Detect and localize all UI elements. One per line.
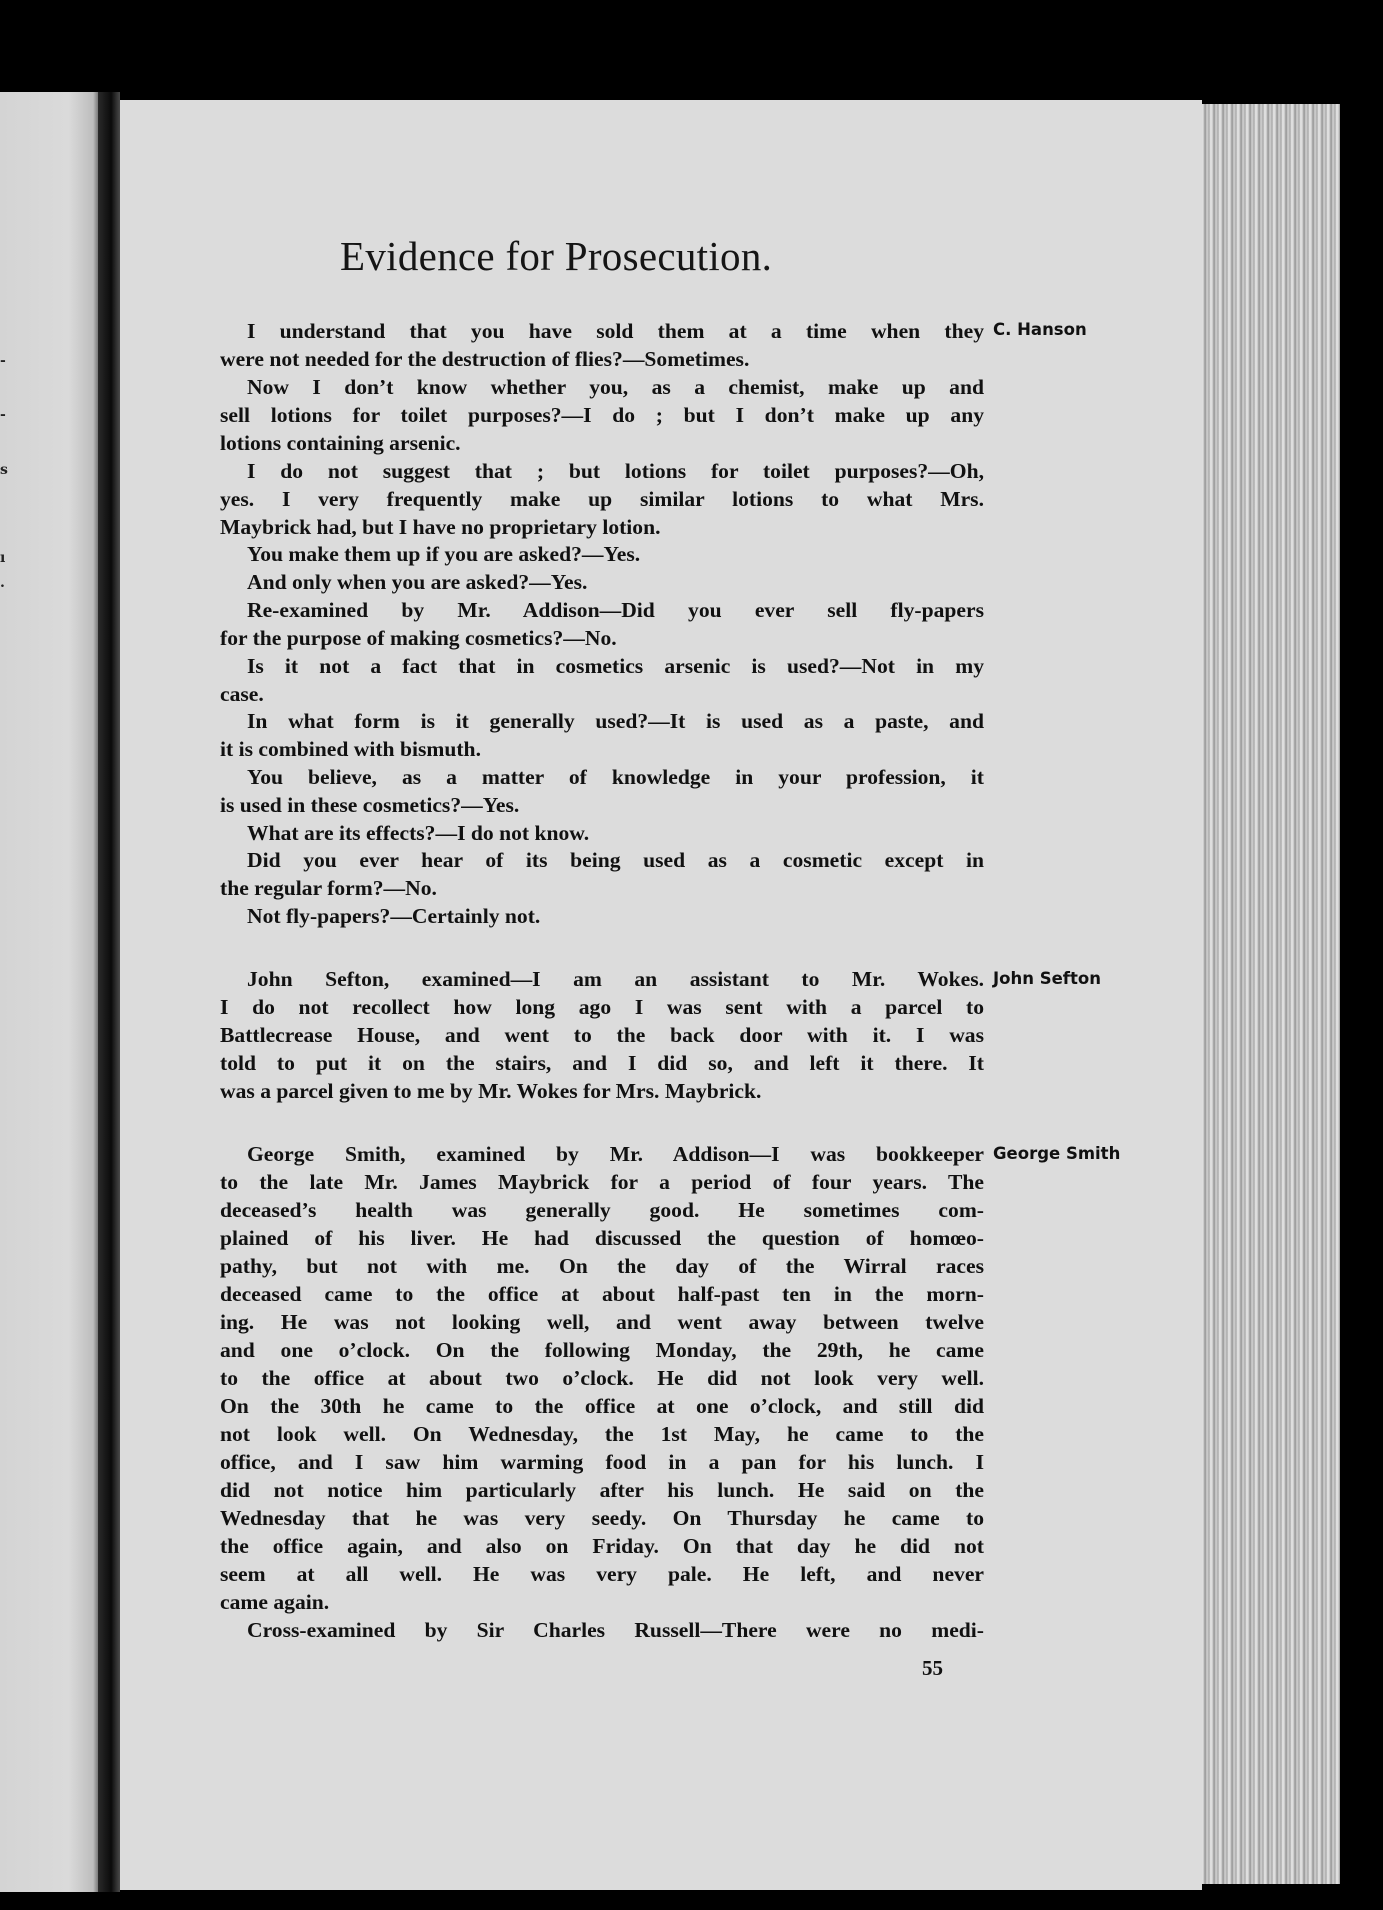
- text-line: came again.: [220, 1590, 330, 1614]
- text-line: lotions containing arsenic.: [220, 431, 461, 455]
- text-line: Now I don’t know whether you, as a chemist, make up and: [247, 375, 984, 399]
- text-line: Re-examined by Mr. Addison—Did you ever sell fly-papers: [247, 598, 984, 622]
- left-mark: .: [0, 575, 5, 591]
- margin-note-sefton: John Sefton: [993, 969, 1101, 988]
- text-line: You believe, as a matter of knowledge in your profession, it: [247, 765, 984, 789]
- text-line: was a parcel given to me by Mr. Wokes for Mrs. Maybrick.: [220, 1079, 762, 1103]
- text-line: the regular form?—No.: [220, 876, 437, 900]
- text-line: told to put it on the stairs, and I did so, and left it there. It: [220, 1051, 984, 1075]
- text-line: pathy, but not with me. On the day of the Wirral races: [220, 1254, 984, 1278]
- text-line: Not fly-papers?—Certainly not.: [247, 904, 541, 928]
- text-line: is used in these cosmetics?—Yes.: [220, 793, 520, 817]
- text-line: and one o’clock. On the following Monday, the 29th, he came: [220, 1338, 984, 1362]
- left-mark: -: [0, 353, 6, 369]
- text-line: the office again, and also on Friday. On that day he did not: [220, 1534, 984, 1558]
- text-line: Wednesday that he was very seedy. On Thursday he came to: [220, 1506, 984, 1530]
- text-line: Cross-examined by Sir Charles Russell—There were no medi-: [247, 1618, 984, 1642]
- text-line: were not needed for the destruction of flies?—Sometimes.: [220, 347, 750, 371]
- text-line: case.: [220, 682, 264, 706]
- text-line: John Sefton, examined—I am an assistant to Mr. Wokes.: [247, 967, 984, 991]
- text-line: I understand that you have sold them at a time when they: [247, 319, 984, 343]
- text-line: Is it not a fact that in cosmetics arsenic is used?—Not in my: [247, 654, 984, 678]
- margin-note-hanson: C. Hanson: [993, 320, 1087, 339]
- text-line: Maybrick had, but I have no proprietary lotion.: [220, 515, 661, 539]
- text-line: ing. He was not looking well, and went away between twelve: [220, 1310, 984, 1334]
- text-line: Did you ever hear of its being used as a cosmetic except in: [247, 848, 984, 872]
- page-number: 55: [922, 1656, 943, 1680]
- book-spine: [98, 92, 120, 1892]
- text-line: deceased came to the office at about half-past ten in the morn-: [220, 1282, 984, 1306]
- text-line: I do not recollect how long ago I was sent with a parcel to: [220, 995, 984, 1019]
- text-line: Battlecrease House, and went to the back door with it. I was: [220, 1023, 984, 1047]
- text-line: to the office at about two o’clock. He did not look very well.: [220, 1366, 984, 1390]
- text-line: plained of his liver. He had discussed the question of homœo-: [220, 1226, 984, 1250]
- text-line: What are its effects?—I do not know.: [247, 821, 590, 845]
- text-line: On the 30th he came to the office at one o’clock, and still did: [220, 1394, 984, 1418]
- text-line: seem at all well. He was very pale. He left, and never: [220, 1562, 984, 1586]
- text-line: for the purpose of making cosmetics?—No.: [220, 626, 617, 650]
- text-line: George Smith, examined by Mr. Addison—I was bookkeeper: [247, 1142, 984, 1166]
- text-line: did not notice him particularly after his lunch. He said on the: [220, 1478, 984, 1502]
- text-line: to the late Mr. James Maybrick for a period of four years. The: [220, 1170, 984, 1194]
- text-line: it is combined with bismuth.: [220, 737, 481, 761]
- text-line: yes. I very frequently make up similar lotions to what Mrs.: [220, 487, 984, 511]
- text-line: deceased’s health was generally good. He sometimes com-: [220, 1198, 984, 1222]
- left-mark: s: [0, 462, 8, 478]
- page-heading: Evidence for Prosecution.: [340, 233, 773, 279]
- left-mark: ı: [0, 550, 6, 566]
- left-mark: -: [0, 407, 6, 423]
- text-line: You make them up if you are asked?—Yes.: [247, 542, 641, 566]
- text-line: office, and I saw him warming food in a pan for his lunch. I: [220, 1450, 984, 1474]
- text-line: I do not suggest that ; but lotions for toilet purposes?—Oh,: [247, 459, 984, 483]
- left-page-margin: [0, 92, 98, 1892]
- text-line: In what form is it generally used?—It is used as a paste, and: [247, 709, 984, 733]
- text-line: not look well. On Wednesday, the 1st May, he came to the: [220, 1422, 984, 1446]
- text-line: sell lotions for toilet purposes?—I do ; but I don’t make up any: [220, 403, 984, 427]
- text-line: And only when you are asked?—Yes.: [247, 570, 588, 594]
- page-edges: [1202, 104, 1340, 1884]
- margin-note-smith: George Smith: [993, 1144, 1121, 1163]
